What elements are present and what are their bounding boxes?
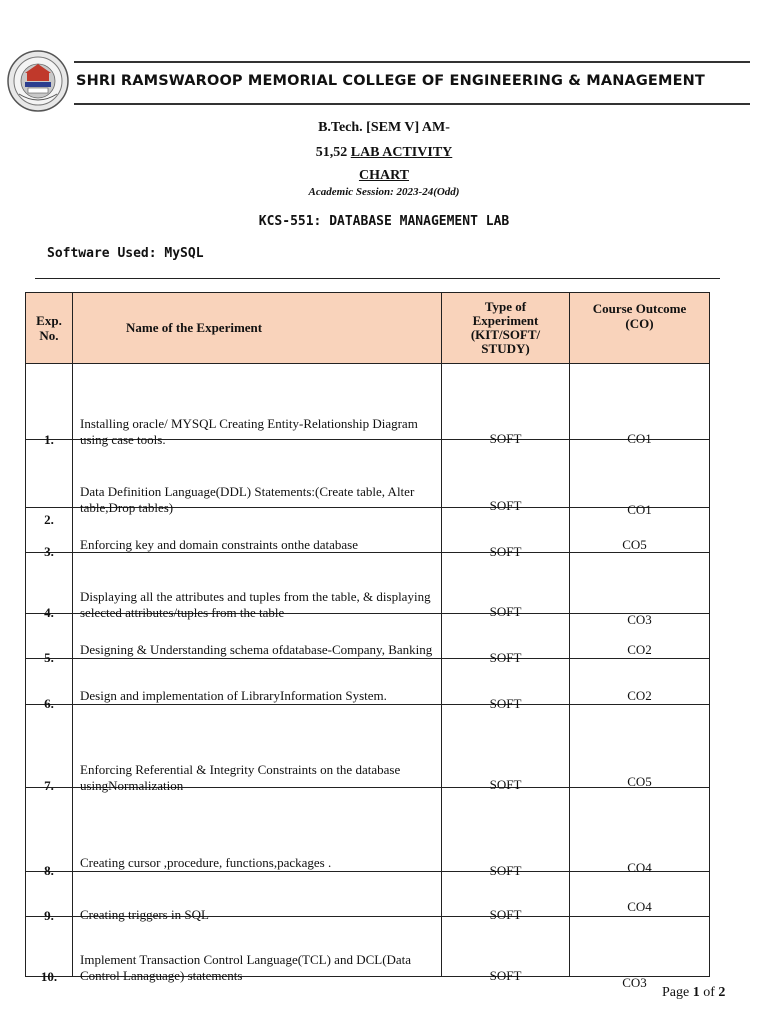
table-row	[26, 788, 710, 872]
course-outcome-cell: CO1	[570, 364, 710, 440]
experiment-type-cell: SOFT	[442, 364, 570, 440]
col-header-type: Type of Experiment (KIT/SOFT/ STUDY)	[442, 293, 570, 364]
table-row	[26, 917, 710, 977]
experiment-name-cell: Enforcing key and domain constraints onthe database	[73, 508, 442, 553]
experiment-type-cell: SOFT	[442, 788, 570, 872]
exp-no-cell: 2.	[26, 440, 73, 508]
exp-no-cell: 9.	[26, 872, 73, 917]
course-outcome-cell: CO3	[570, 917, 710, 977]
experiment-type-cell: SOFT	[442, 440, 570, 508]
col-header-exp-no: Exp. No.	[26, 293, 73, 364]
course-outcome-cell: CO5	[570, 705, 710, 788]
experiment-name-cell: Displaying all the attributes and tuples from the table, & displaying selected attributes/tuples from the table	[73, 553, 442, 614]
experiment-type-cell: SOFT	[442, 917, 570, 977]
experiment-name-cell: Enforcing Referential & Integrity Constraints on the database usingNormalization	[73, 705, 442, 788]
experiment-type-cell: SOFT	[442, 705, 570, 788]
college-seal-icon	[7, 50, 69, 112]
table-row	[26, 659, 710, 705]
experiment-name-cell: Installing oracle/ MYSQL Creating Entity-Relationship Diagram using case tools.	[73, 364, 442, 440]
experiment-type-cell: SOFT	[442, 508, 570, 553]
table-header-row	[26, 293, 710, 364]
exp-no-cell: 7.	[26, 705, 73, 788]
exp-no-cell: 1.	[26, 364, 73, 440]
course-outcome-cell: CO2	[570, 659, 710, 705]
experiment-name-cell: Designing & Understanding schema ofdatabase-Company, Banking	[73, 614, 442, 659]
course-outcome-cell: CO2	[570, 614, 710, 659]
table-row	[26, 872, 710, 917]
experiment-type-cell: SOFT	[442, 553, 570, 614]
experiment-name-cell: Creating cursor ,procedure, functions,packages .	[73, 788, 442, 872]
software-used: Software Used: MySQL	[47, 246, 204, 261]
col-header-co: Course Outcome (CO)	[570, 293, 710, 364]
exp-no-cell: 6.	[26, 659, 73, 705]
col-header-name: Name of the Experiment	[73, 293, 442, 364]
separator-line	[35, 278, 720, 279]
course-title: KCS-551: DATABASE MANAGEMENT LAB	[258, 214, 510, 229]
course-outcome-cell: CO5	[570, 508, 710, 553]
chart-heading: CHART	[358, 168, 410, 183]
experiment-type-cell: SOFT	[442, 659, 570, 705]
experiment-name-cell: Design and implementation of LibraryInformation System.	[73, 659, 442, 705]
lab-activity-heading: 51,52 LAB ACTIVITY	[315, 145, 453, 160]
header-rule-top	[74, 61, 750, 63]
course-outcome-cell: CO1	[570, 440, 710, 508]
college-name: SHRI RAMSWAROOP MEMORIAL COLLEGE OF ENGINEERING & MANAGEMENT	[76, 73, 705, 89]
course-outcome-cell: CO4	[570, 788, 710, 872]
exp-no-cell: 5.	[26, 614, 73, 659]
header-rule-bottom	[74, 103, 750, 105]
experiment-name-cell: Creating triggers in SQL	[73, 872, 442, 917]
experiment-name-cell: Data Definition Language(DDL) Statements:(Create table, Alter table,Drop tables)	[73, 440, 442, 508]
page-number: Page 1 of 2	[662, 985, 726, 1000]
exp-no-cell: 8.	[26, 788, 73, 872]
academic-session: Academic Session: 2023-24(Odd)	[308, 186, 460, 198]
program-heading: B.Tech. [SEM V] AM-	[318, 120, 450, 135]
table-row	[26, 440, 710, 508]
exp-no-cell: 3.	[26, 508, 73, 553]
experiment-type-cell: SOFT	[442, 614, 570, 659]
table-row	[26, 705, 710, 788]
table-row	[26, 553, 710, 614]
experiment-name-cell: Implement Transaction Control Language(TCL) and DCL(Data Control Lanaguage) statements	[73, 917, 442, 977]
table-row	[26, 364, 710, 440]
exp-no-cell: 4.	[26, 553, 73, 614]
course-outcome-cell: CO4	[570, 872, 710, 917]
experiment-type-cell: SOFT	[442, 872, 570, 917]
exp-no-cell: 10.	[26, 917, 73, 977]
lab-activity-table	[25, 292, 710, 990]
course-outcome-cell: CO3	[570, 553, 710, 614]
